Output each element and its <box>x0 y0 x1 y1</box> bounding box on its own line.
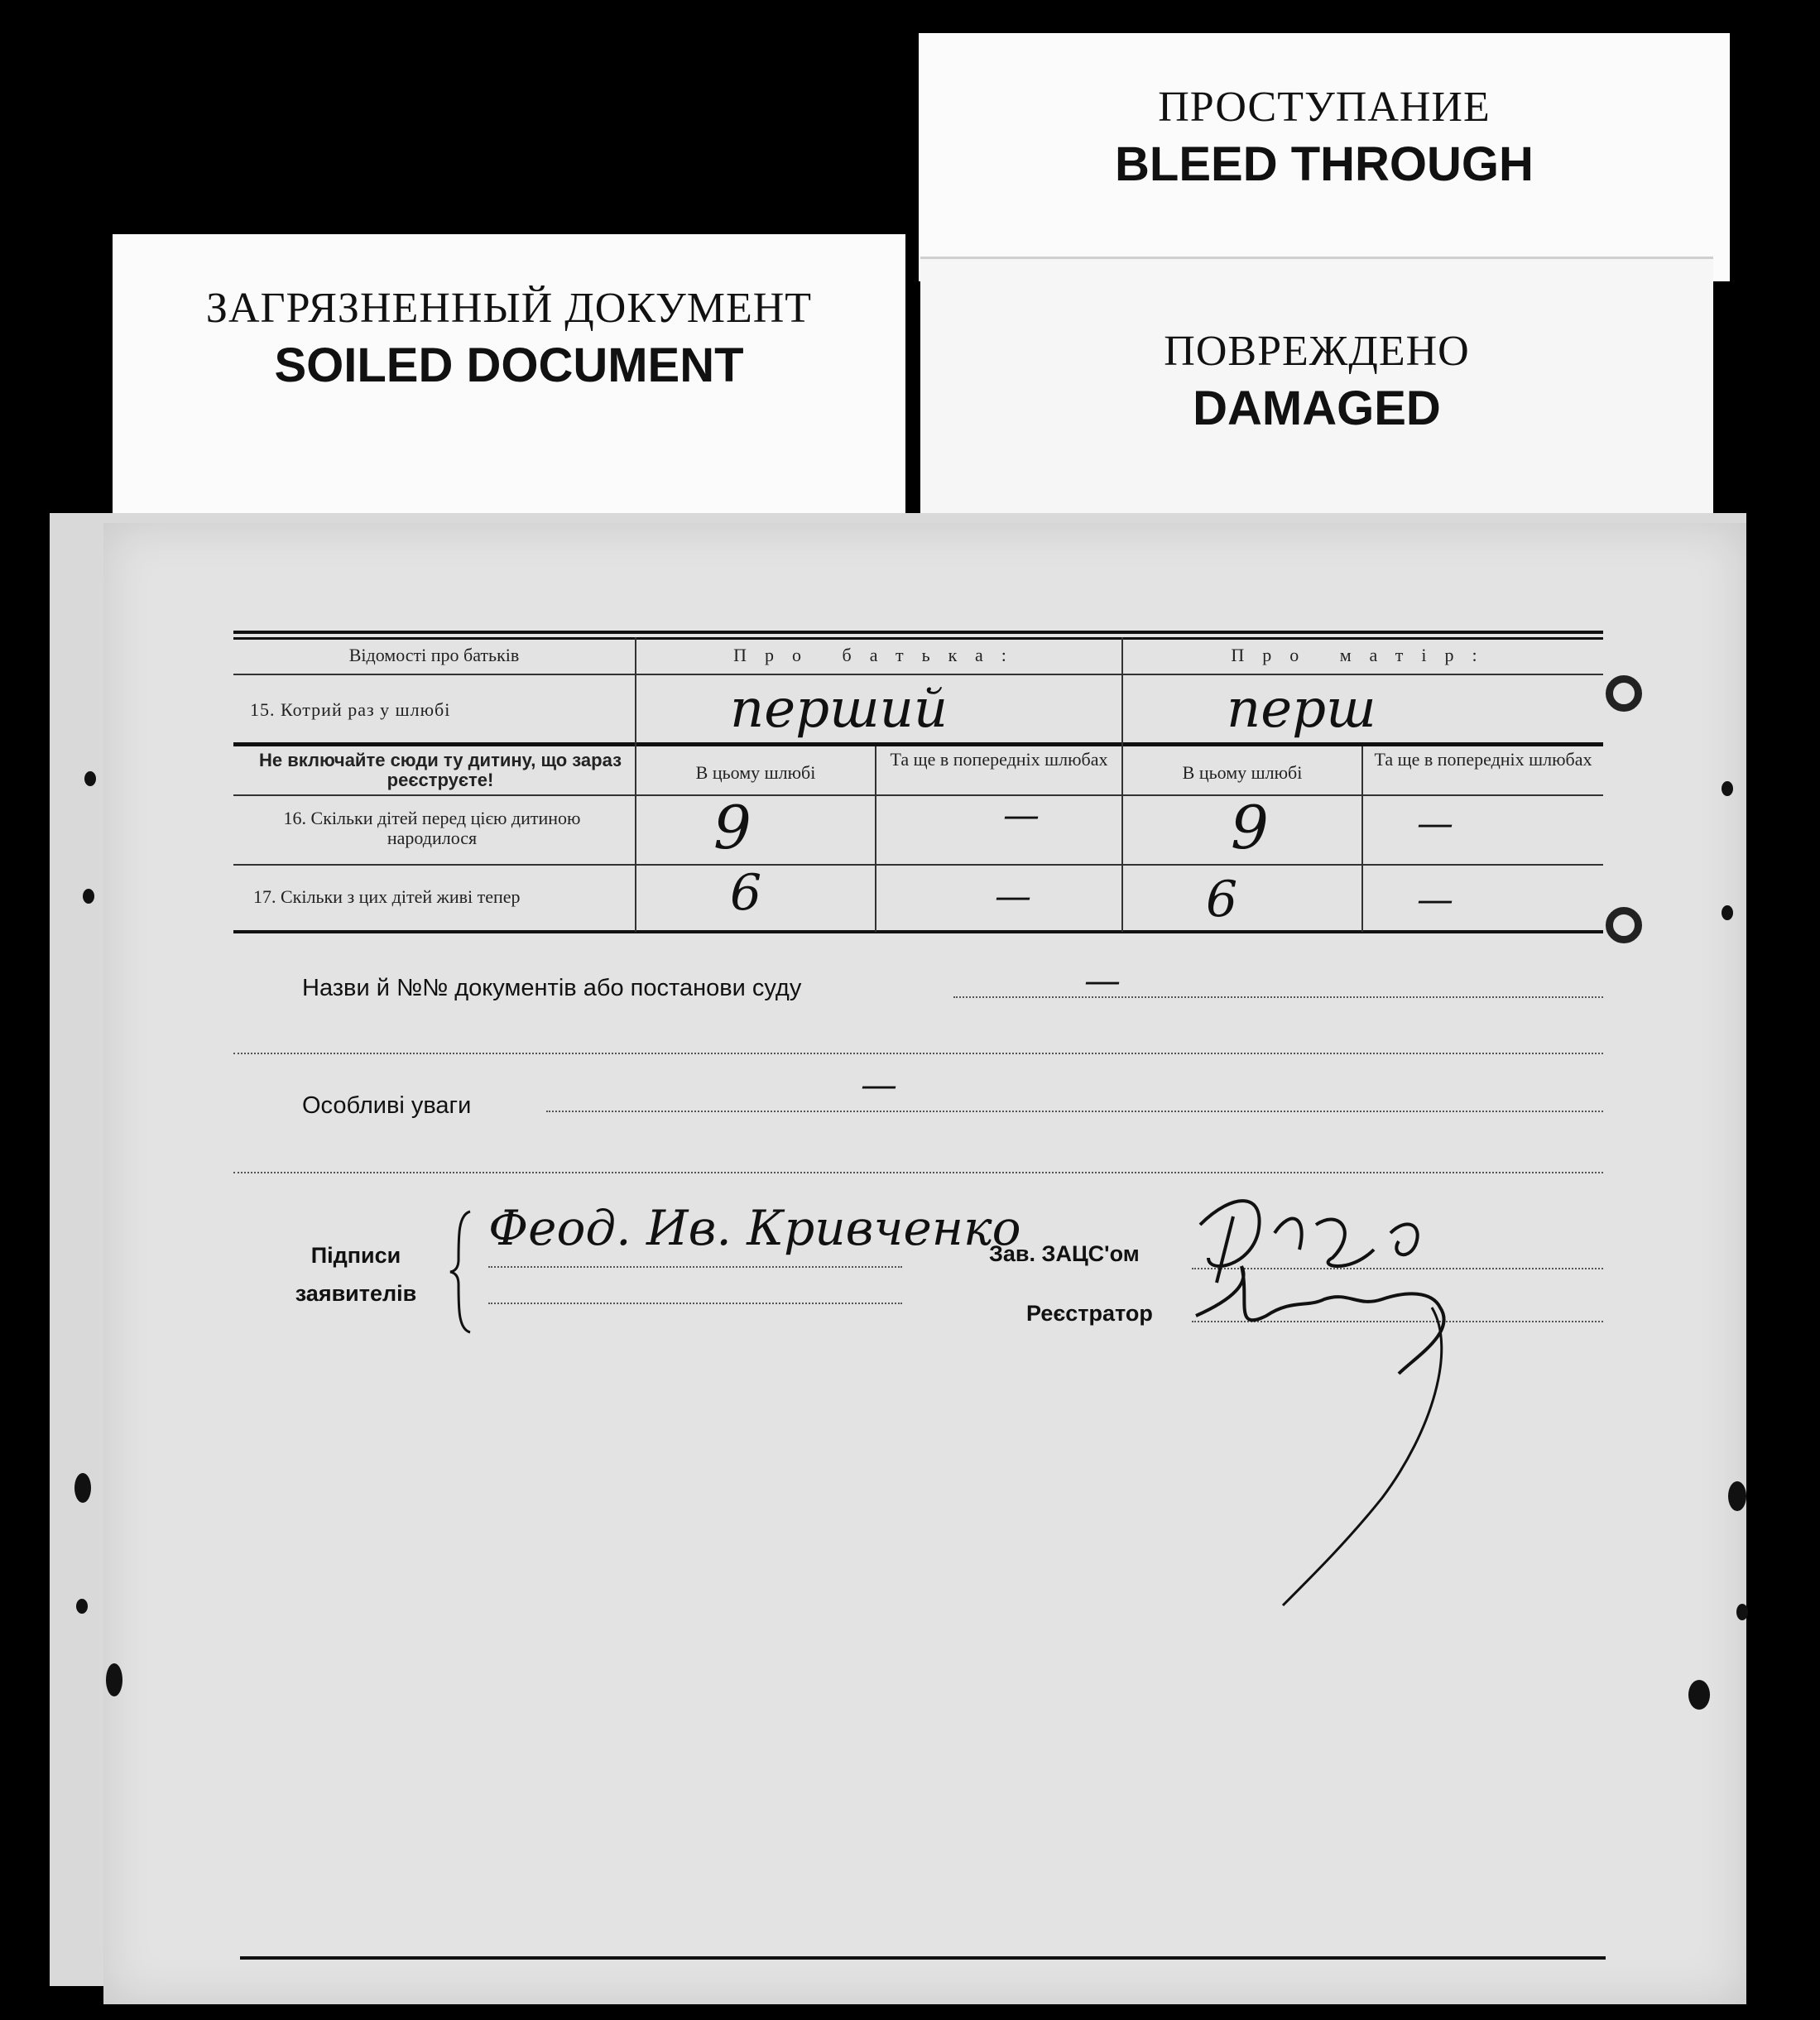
row17-father-in: 6 <box>730 864 762 922</box>
row17-mother-prev: — <box>1417 879 1453 921</box>
punch-hole-icon <box>84 771 96 786</box>
row16-label: 16. Скільки дітей перед цією дитиною народилося <box>283 808 581 848</box>
punch-hole-icon <box>1722 781 1733 796</box>
head-zags-label: Зав. ЗАЦС'ом <box>989 1241 1140 1266</box>
soiled-en: SOILED DOCUMENT <box>274 338 744 392</box>
row17-label: 17. Скільки з цих дітей живі тепер <box>253 886 521 907</box>
bleed-through-card <box>919 33 1730 281</box>
header-about-mother: Про матір: <box>1231 645 1496 665</box>
documents-label: Назви й №№ документів або постанови суду <box>302 975 802 1001</box>
subheader-father-previous: Та ще в попередніх шлюбах <box>890 749 1108 770</box>
documents-value: — <box>1084 960 1121 1002</box>
punch-hole-icon <box>1736 1604 1748 1620</box>
subheader-mother-in-marriage: В цьому шлюбі <box>1182 762 1303 783</box>
punch-hole-icon <box>1722 905 1733 920</box>
damaged-en: DAMAGED <box>1193 381 1441 435</box>
punch-hole-icon <box>1728 1481 1746 1511</box>
bleed-through-en: BLEED THROUGH <box>1115 137 1534 191</box>
remarks-label: Особливі уваги <box>302 1092 472 1119</box>
documents-line-2 <box>233 1053 1603 1054</box>
header-about-father: Про батька: <box>733 645 1025 665</box>
soiled-ru: ЗАГРЯЗНЕННЫЙ ДОКУМЕНТ <box>205 285 813 332</box>
registrar-label: Реєстратор <box>1026 1301 1153 1326</box>
row16-father-in: 9 <box>713 793 752 862</box>
header-parents-info: Відомості про батьків <box>348 645 520 665</box>
applicant-signature: Феод. Ив. Кривченко <box>488 1200 1021 1256</box>
remarks-line <box>546 1111 1603 1112</box>
punch-hole-icon <box>76 1599 88 1614</box>
punch-hole-icon <box>74 1473 91 1503</box>
applicants-signatures-label: Підписи заявителів <box>295 1243 417 1306</box>
row15-label: 15. Котрий раз у шлюбі <box>250 699 451 720</box>
ring-hole-icon <box>1606 675 1642 712</box>
row16-mother-in: 9 <box>1231 793 1269 862</box>
row15-father-value: перший <box>730 679 948 740</box>
subheader-father-in-marriage: В цьому шлюбі <box>695 762 816 783</box>
bleed-through-ru: ПРОСТУПАНИЕ <box>1158 84 1491 131</box>
exclude-child-note: Не включайте сюди ту дитину, що зараз реєструєте! <box>258 750 622 790</box>
applicant-line-1 <box>488 1266 902 1268</box>
documents-line <box>953 996 1603 998</box>
row17-father-prev: — <box>995 876 1031 918</box>
row15-mother-value: перш <box>1227 679 1376 740</box>
remarks-value: — <box>861 1064 897 1106</box>
soiled-document-card <box>113 234 905 532</box>
bottom-rule <box>240 1956 1606 1960</box>
row16-father-prev: — <box>1003 794 1040 837</box>
remarks-line-2 <box>233 1172 1603 1173</box>
punch-hole-icon <box>106 1663 122 1696</box>
damaged-ru: ПОВРЕЖДЕНО <box>1164 328 1470 375</box>
row17-mother-in: 6 <box>1206 871 1238 928</box>
punch-hole-icon <box>83 889 94 904</box>
punch-hole-icon <box>1688 1680 1710 1710</box>
subheader-mother-previous: Та ще в попередніх шлюбах <box>1374 749 1592 770</box>
ring-hole-icon <box>1606 907 1642 943</box>
row16-mother-prev: — <box>1417 803 1453 845</box>
official-signatures-icon <box>1184 1183 1531 1614</box>
applicant-line-2 <box>488 1303 902 1304</box>
brace-icon <box>447 1210 475 1334</box>
damaged-card <box>920 257 1713 532</box>
